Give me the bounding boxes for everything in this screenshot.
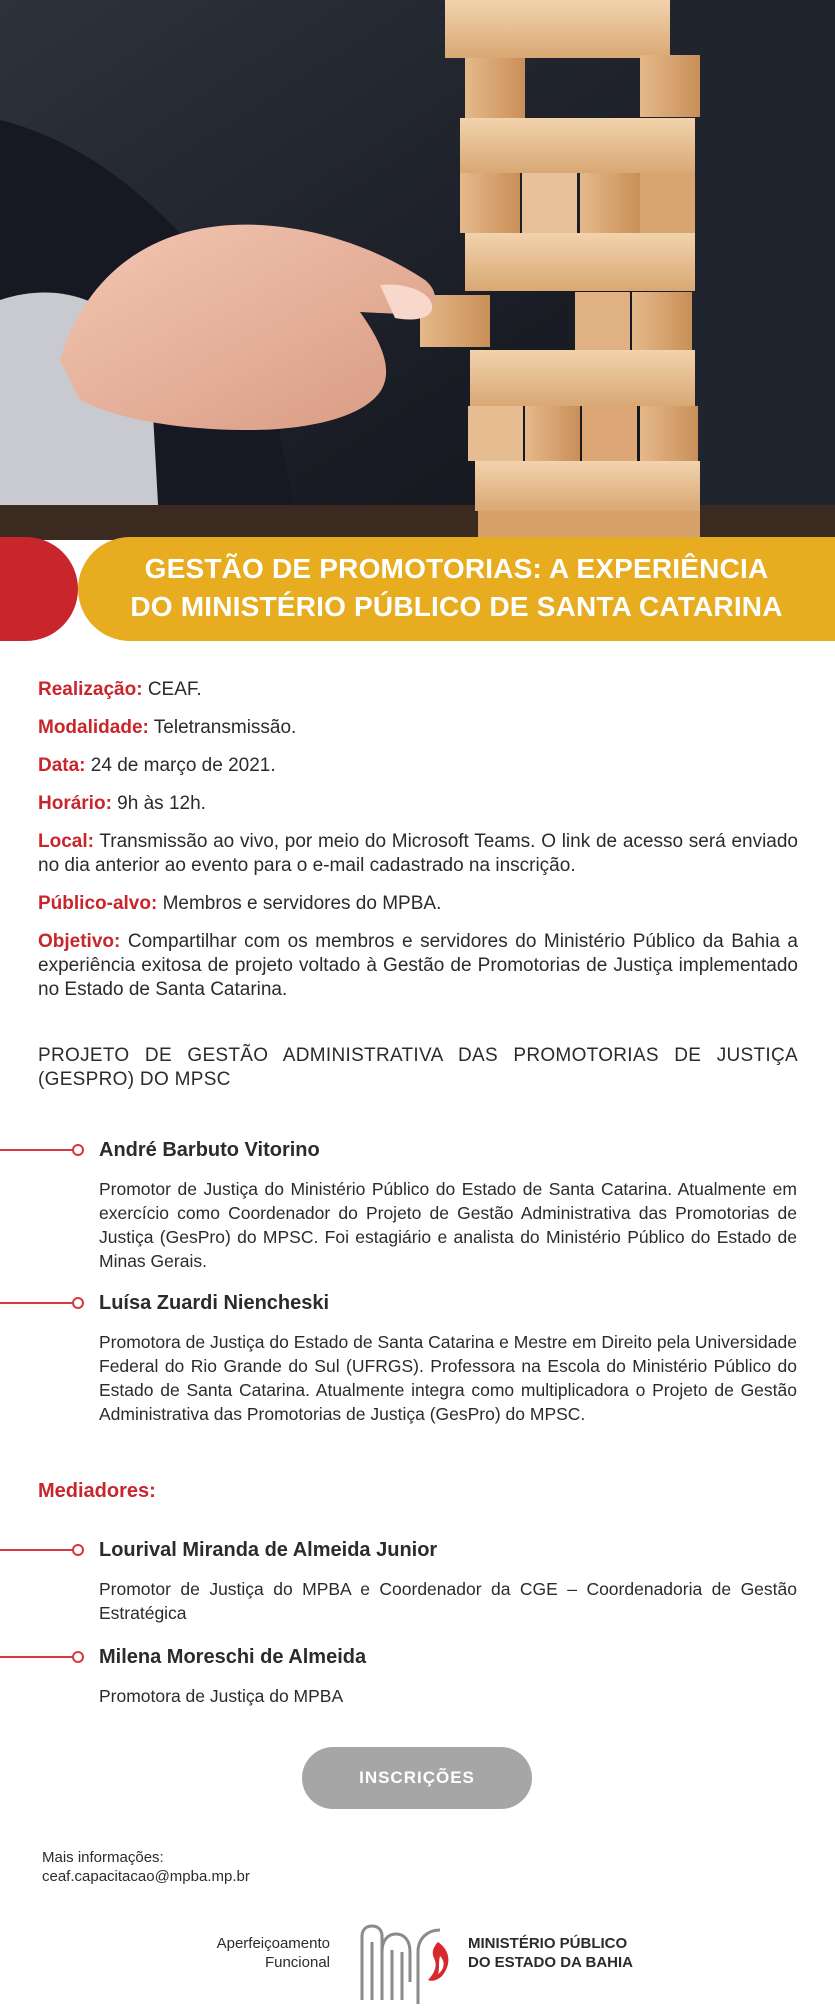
info-label: Data: <box>38 755 86 776</box>
mediator-name: Lourival Miranda de Almeida Junior <box>99 1539 438 1561</box>
bullet-line <box>0 1302 74 1304</box>
title-line-1: GESTÃO DE PROMOTORIAS: A EXPERIÊNCIA <box>144 553 769 584</box>
jenga-tower-illustration <box>0 0 835 540</box>
info-objetivo <box>38 930 798 1002</box>
speaker-name: Luísa Zuardi Niencheski <box>99 1292 330 1314</box>
info-value: Teletransmissão. <box>148 717 297 738</box>
bullet-line <box>0 1549 74 1551</box>
event-info <box>38 678 798 1016</box>
contact-label: Mais informações: <box>42 1849 164 1866</box>
info-value: CEAF. <box>142 679 202 700</box>
organization-name <box>468 1934 633 1972</box>
contact-email[interactable]: ceaf.capacitacao@mpba.mp.br <box>42 1868 250 1885</box>
info-label: Objetivo: <box>38 931 121 952</box>
registration-button[interactable]: INSCRIÇÕES <box>302 1747 532 1809</box>
department-name <box>180 1934 330 1972</box>
info-data <box>38 754 798 778</box>
info-local <box>38 830 798 878</box>
mp-logo-icon <box>358 1922 458 2004</box>
department-line-2: Funcional <box>264 1954 330 1971</box>
bullet-line <box>0 1149 74 1151</box>
info-horario <box>38 792 798 816</box>
speaker-description: Promotora de Justiça do Estado de Santa Catarina e Mestre em Direito pela Universidade Federal do Rio Grande do Sul (UFRGS). Professora na Escola do Ministério Público do Estado de Santa Catarina. Atualmente integra como multiplicadora o Projeto de Gestão Administrativa das Promotorias de Justiça (GesPro) do MPSC. <box>99 1332 797 1424</box>
info-value: 9h às 12h. <box>111 793 206 814</box>
speaker-name: André Barbuto Vitorino <box>99 1139 320 1161</box>
info-value: Transmissão ao vivo, por meio do Microsoft Teams. O link de acesso será enviado no dia anterior ao evento para o e-mail cadastrado na inscrição. <box>38 831 798 876</box>
mediators-heading: Mediadores: <box>38 1480 156 1502</box>
title-line-2: DO MINISTÉRIO PÚBLICO DE SANTA CATARINA <box>130 591 783 622</box>
info-label: Realização: <box>38 679 143 700</box>
info-label: Modalidade: <box>38 717 149 738</box>
mediator-name: Milena Moreschi de Almeida <box>99 1646 367 1668</box>
page-title <box>78 550 835 626</box>
info-label: Público-alvo: <box>38 893 158 914</box>
bullet-dot-icon <box>72 1651 84 1663</box>
info-value: Membros e servidores do MPBA. <box>157 893 442 914</box>
info-value: Compartilhar com os membros e servidores do Ministério Público da Bahia a experiência exitosa de projeto voltado à Gestão de Promotorias de Justiça implementado no Estado de Santa Catarina. <box>38 931 798 1000</box>
info-value: 24 de março de 2021. <box>85 755 276 776</box>
organization-line-1: MINISTÉRIO PÚBLICO <box>468 1935 628 1952</box>
mediator-description: Promotora de Justiça do MPBA <box>99 1686 344 1706</box>
info-modalidade <box>38 716 798 740</box>
info-label: Local: <box>38 831 94 852</box>
project-title: PROJETO DE GESTÃO ADMINISTRATIVA DAS PROMOTORIAS DE JUSTIÇA (GESPRO) DO MPSC <box>38 1045 798 1090</box>
organization-line-2: DO ESTADO DA BAHIA <box>468 1954 633 1971</box>
mediator-description: Promotor de Justiça do MPBA e Coordenador da CGE – Coordenadoria de Gestão Estratégica <box>99 1579 797 1623</box>
info-label: Horário: <box>38 793 112 814</box>
bullet-dot-icon <box>72 1297 84 1309</box>
hero-image <box>0 0 835 540</box>
info-realizacao <box>38 678 798 702</box>
info-publico <box>38 892 798 916</box>
bullet-line <box>0 1656 74 1658</box>
bullet-dot-icon <box>72 1544 84 1556</box>
department-line-1: Aperfeiçoamento <box>216 1935 330 1952</box>
speaker-description: Promotor de Justiça do Ministério Público do Estado de Santa Catarina. Atualmente em exercício como Coordenador do Projeto de Gestão Administrativa das Promotorias de Justiça (GesPro) do MPSC. Foi estagiário e analista do Ministério Público do Estado de Minas Gerais. <box>99 1179 797 1271</box>
banner-red-accent <box>0 537 78 641</box>
bullet-dot-icon <box>72 1144 84 1156</box>
contact-info <box>42 1848 250 1886</box>
